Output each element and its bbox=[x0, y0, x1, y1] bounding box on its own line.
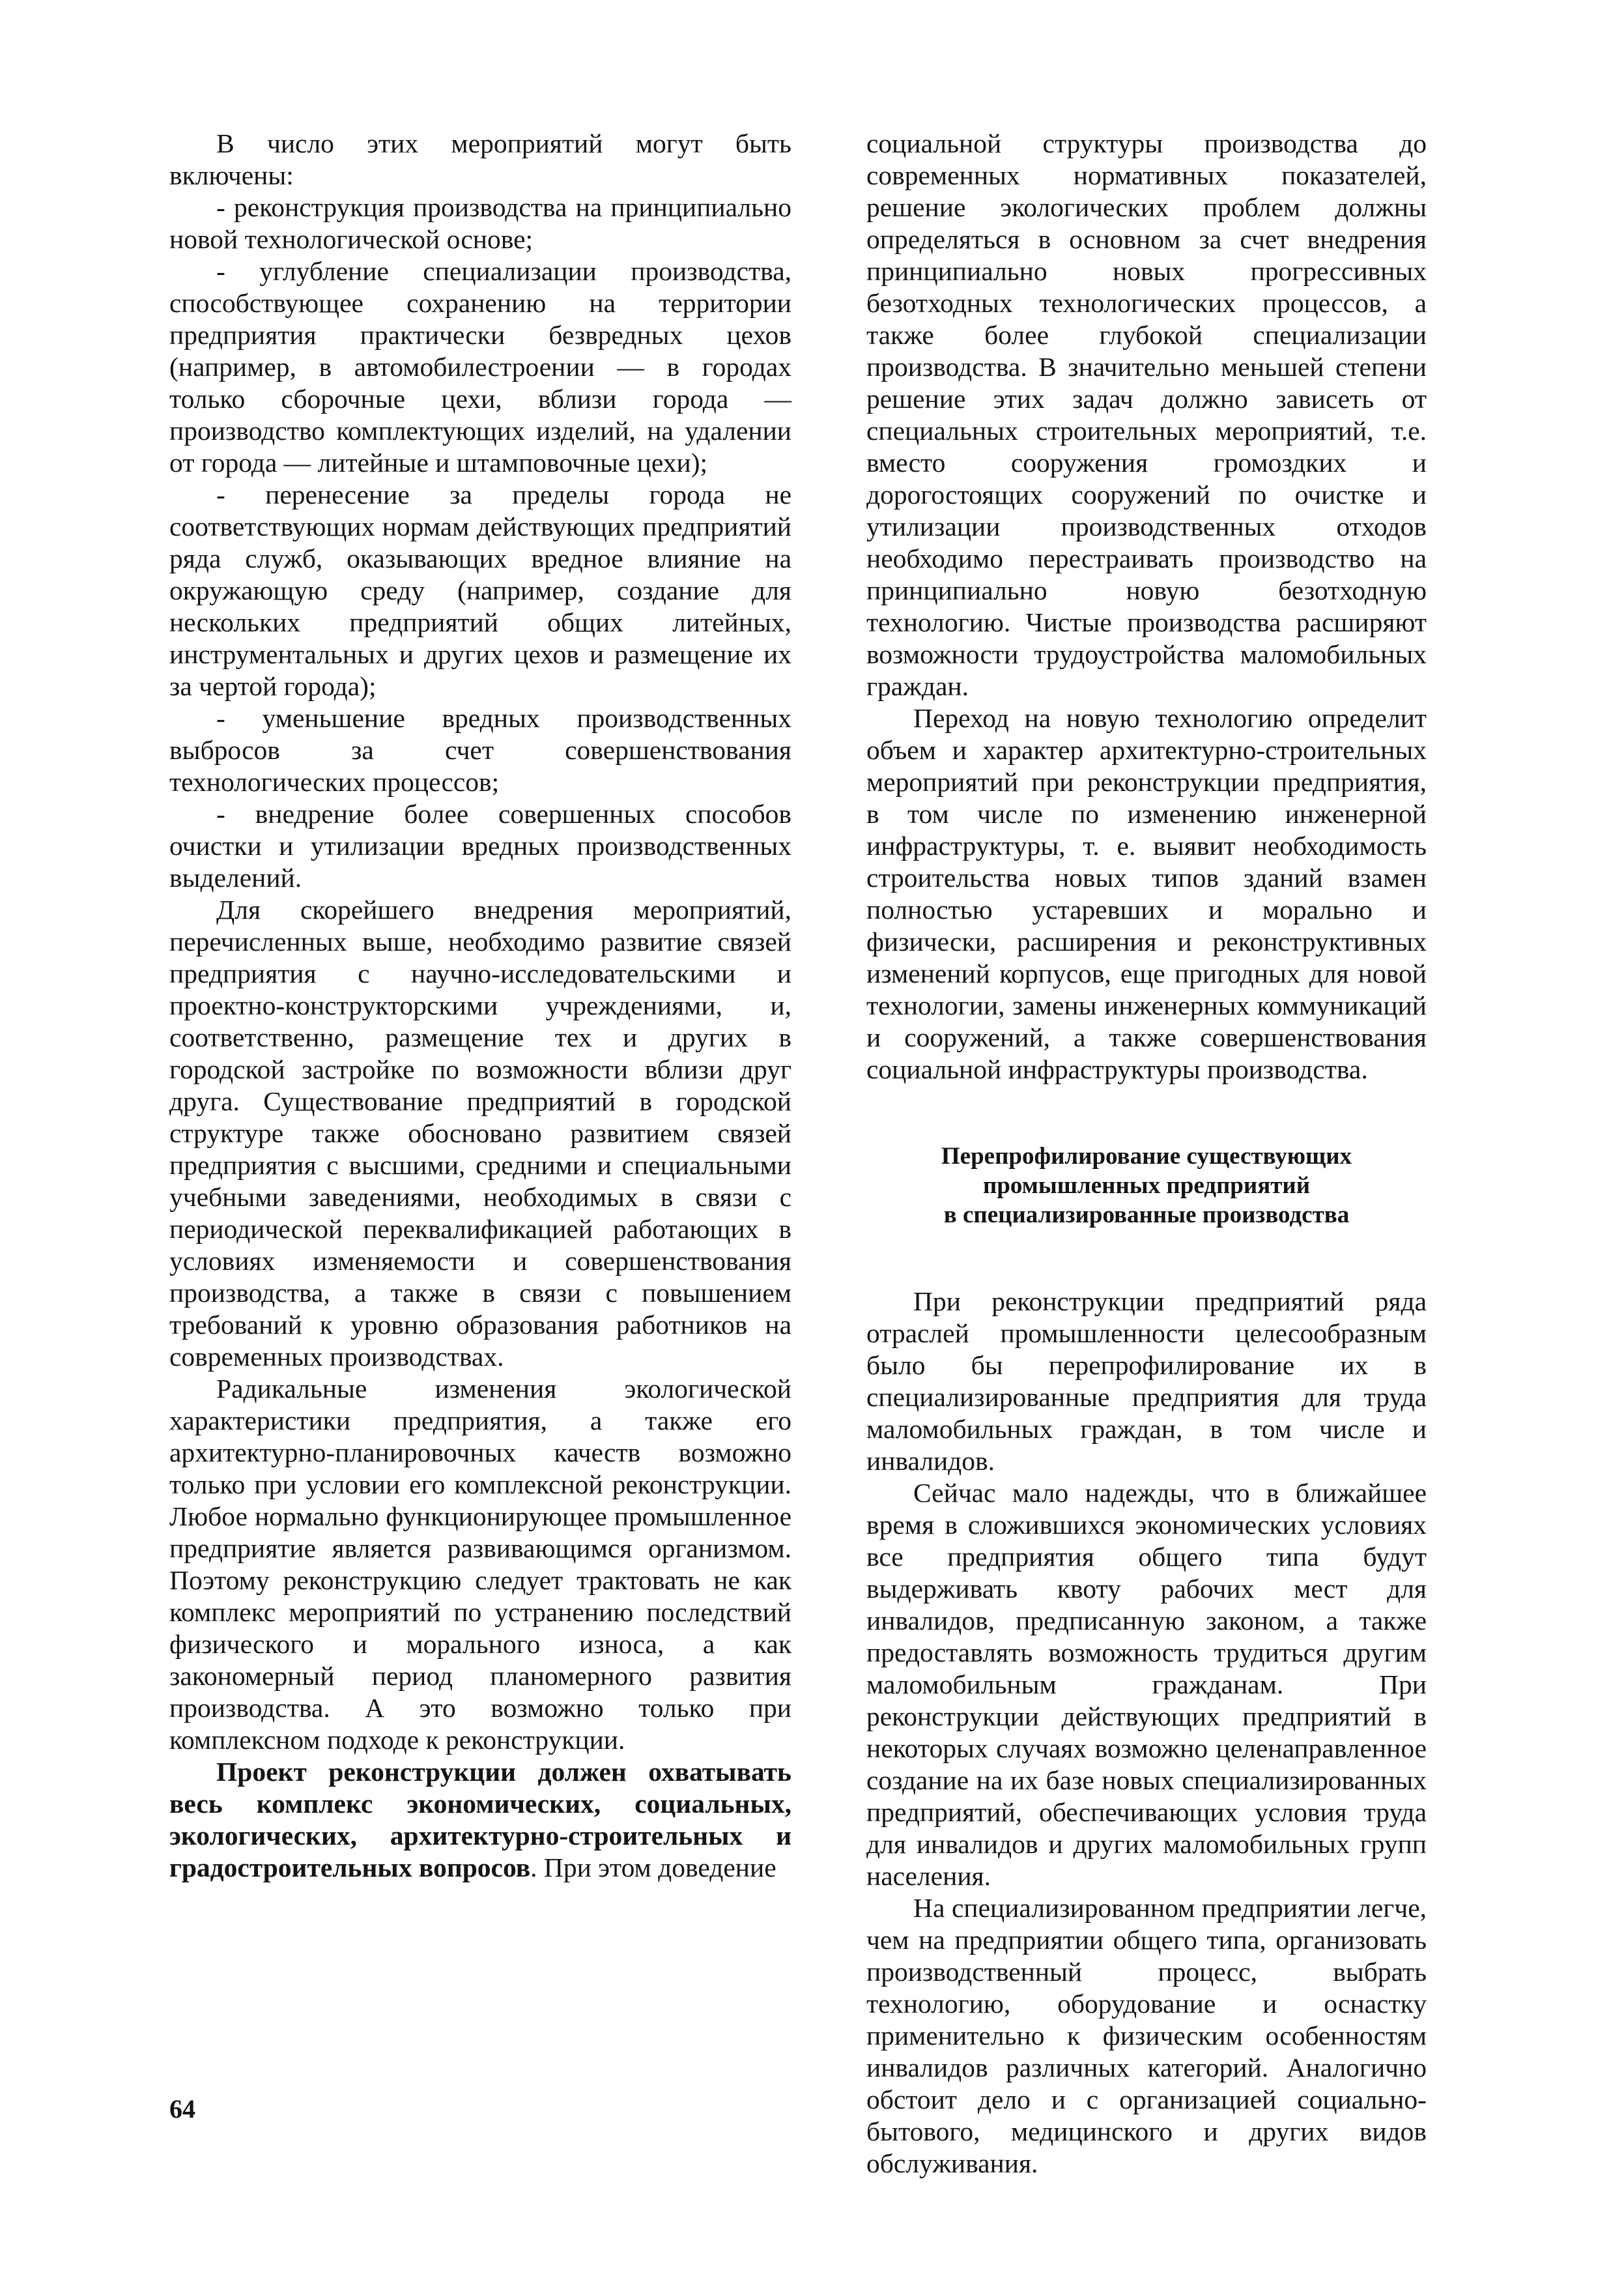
body-paragraph: Сейчас мало надежды, что в ближайшее время в сложившихся экономических условиях все предприятия общего типа будут выдерживать квоту рабочих мест для инвалидов, предписанную законом, а также предоставлять возможность трудиться другим маломобильным гражданам. При реконструкции действующих предприятий в некоторых случаях возможно целенаправленное создание на их базе новых специализированных предприятий, обеспечивающих условия труда для инвалидов и других маломобильных групп населения. bbox=[866, 1478, 1427, 1891]
list-item: - углубление специализации производства, способствующее сохранению на территории предприятия практически безвредных цехов (например, в автомобилестроении — в городах только сборочные цехи, вблизи города — производство комплектующих изделий, на удалении от города — литейные и штамповочные цехи); bbox=[169, 256, 791, 478]
body-paragraph: Переход на новую технологию определит объем и характер архитектурно-строительных мероприятий при реконструкции предприятия, в том числе по изменению инженерной инфраструктуры, т. е. выявит необходимость строительства новых типов зданий взамен полностью устаревших и морально и физически, расширения и реконструктивных изменений корпусов, еще пригодных для новой технологии, замены инженерных коммуникаций и сооружений, а также совершенствования социальной инфраструктуры производства. bbox=[866, 703, 1427, 1084]
intro-paragraph: В число этих мероприятий могут быть включены: bbox=[169, 128, 791, 190]
body-paragraph: На специализированном предприятии легче, чем на предприятии общего типа, организовать производственный процесс, выбрать технологию, оборудование и оснастку применительно к физическим особенностям инвалидов различных категорий. Аналогично обстоит дело и с организацией социально-бытового, медицинского и других видов обслуживания. bbox=[866, 1893, 1427, 2178]
page-number: 64 bbox=[169, 2094, 195, 2124]
list-item: - перенесение за пределы города не соответствующих нормам действующих предприятий ряда служб, оказывающих вредное влияние на окружающую среду (например, создание для нескольких предприятий общих литейных, инструментальных и других цехов и размещение их за чертой города); bbox=[169, 480, 791, 701]
body-paragraph-bold-lead bbox=[169, 1756, 791, 1884]
left-text-column bbox=[169, 128, 791, 1884]
continuation-paragraph: социальной структуры производства до современных нормативных показателей, решение экологических проблем должны определяться в основном за счет внедрения принципиально новых прогрессивных безотходных технологических процессов, а также более глубокой специализации производства. В значительно меньшей степени решение этих задач должно зависеть от специальных строительных мероприятий, т.е. вместо сооружения громоздких и дорогостоящих сооружений по очистке и утилизации производственных отходов необходимо перестраивать производство на принципиально новую безотходную технологию. Чистые производства расширяют возможности трудоустройства маломобильных граждан. bbox=[866, 128, 1427, 701]
section-heading bbox=[866, 1142, 1427, 1230]
list-item: - внедрение более совершенных способов очистки и утилизации вредных производственных выделений. bbox=[169, 799, 791, 893]
body-paragraph: При реконструкции предприятий ряда отраслей промышленности целесообразным было бы перепрофилирование их в специализированные предприятия для труда маломобильных граждан, в том числе и инвалидов. bbox=[866, 1286, 1427, 1476]
list-item: - реконструкция производства на принципиально новой технологической основе; bbox=[169, 192, 791, 254]
section-heading-line: в специализированные производства bbox=[943, 1202, 1350, 1228]
section-heading-line: промышленных предприятий bbox=[982, 1172, 1311, 1199]
continuation-text: . При этом доведение bbox=[530, 1852, 776, 1882]
section-heading-line: Перепрофилирование существующих bbox=[941, 1143, 1352, 1170]
right-text-column bbox=[866, 128, 1427, 2180]
body-paragraph: Для скорейшего внедрения мероприятий, перечисленных выше, необходимо развитие связей предприятия с научно-исследовательскими и проектно-конструкторскими учреждениями, и, соответственно, размещение тех и других в городской застройке по возможности вблизи друг друга. Существование предприятий в городской структуре также обосновано развитием связей предприятия с высшими, средними и специальными учебными заведениями, необходимых в связи с периодической переквалификацией работающих в условиях изменяемости и совершенствования производства, а также в связи с повышением требований к уровню образования работников на современных производствах. bbox=[169, 895, 791, 1372]
body-paragraph: Радикальные изменения экологической характеристики предприятия, а также его архитектурно-планировочных качеств возможно только при условии его комплексной реконструкции. Любое нормально функционирующее промышленное предприятие является развивающимся организмом. Поэтому реконструкцию следует трактовать не как комплекс мероприятий по устранению последствий физического и морального износа, а как закономерный период планомерного развития производства. А это возможно только при комплексном подходе к реконструкции. bbox=[169, 1374, 791, 1755]
bold-lead-text: Проект реконструкции должен охватывать весь комплекс экономических, социальных, экологических, архитектурно-строительных и градостроительных вопросов bbox=[169, 1757, 791, 1882]
list-item: - уменьшение вредных производственных выбросов за счет совершенствования технологических процессов; bbox=[169, 703, 791, 797]
